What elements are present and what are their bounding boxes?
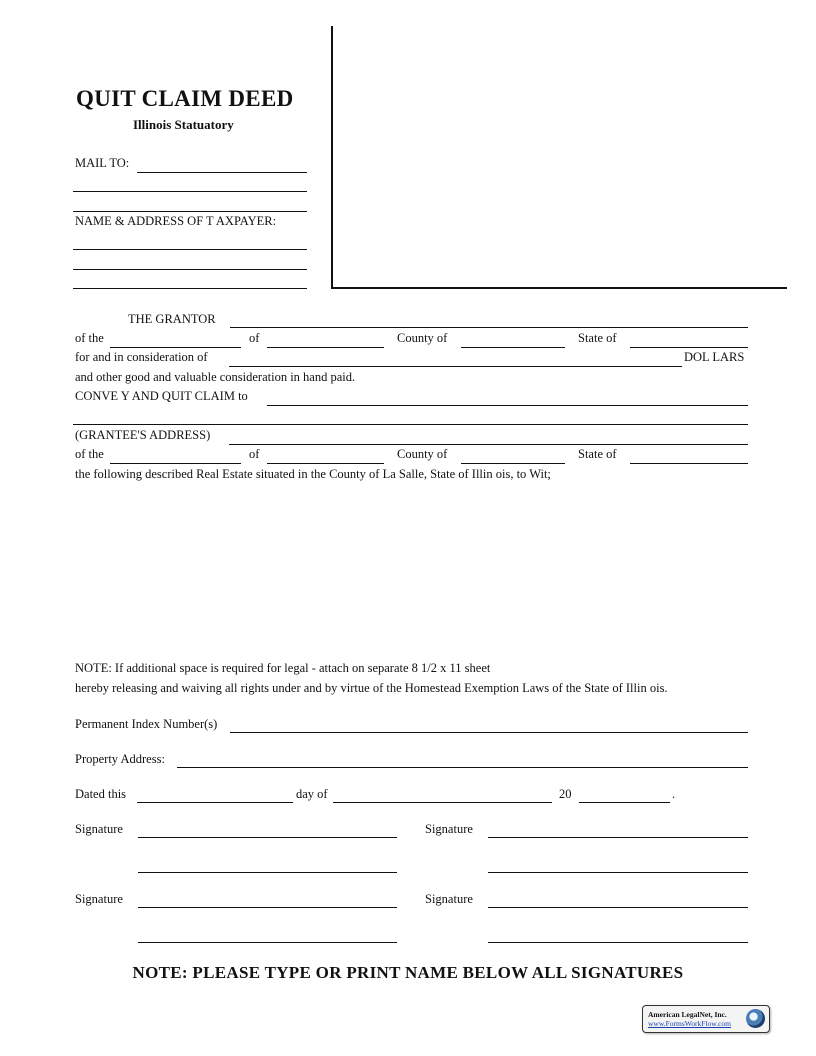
grantee-of-the-label: of the [75,447,104,461]
taxpayer-line-2[interactable] [73,255,307,270]
document-title: QUIT CLAIM DEED [76,86,294,111]
mail-to-line-1[interactable] [137,158,307,173]
signature-field-3[interactable] [138,893,397,908]
grantor-state-label: State of [578,331,617,345]
grantee-address-field[interactable] [229,430,748,445]
grantor-state-field[interactable] [630,333,748,348]
badge-company-name: American LegalNet, Inc. [648,1010,727,1019]
real-estate-text: the following described Real Estate situated in the County of La Salle, State of Illin ois, to Wit; [75,467,551,481]
grantor-of-the-label: of the [75,331,104,345]
recorder-box-vertical-rule [331,26,333,288]
grantor-of-the-field[interactable] [110,333,241,348]
printed-name-field-1[interactable] [138,858,397,873]
grantee-of-label: of [249,447,260,461]
dollars-label: DOL LARS [684,350,745,364]
property-address-field[interactable] [177,753,748,768]
grantee-state-label: State of [578,447,617,461]
signature-field-2[interactable] [488,823,748,838]
consideration-amount-field[interactable] [229,352,682,367]
day-of-label: day of [296,787,328,801]
year-prefix: 20 [559,787,572,801]
taxpayer-label: NAME & ADDRESS OF T AXPAYER: [75,214,277,228]
legal-note: NOTE: If additional space is required for legal - attach on separate 8 1/2 x 11 sheet [75,661,491,675]
grantee-state-field[interactable] [630,449,748,464]
mail-to-label: MAIL TO: [75,156,130,170]
dated-year-field[interactable] [579,788,670,803]
grantee-of-the-field[interactable] [110,449,241,464]
signature-field-4[interactable] [488,893,748,908]
globe-logo-icon [746,1009,765,1028]
signature-label-3: Signature [75,892,123,906]
dated-day-field[interactable] [137,788,293,803]
dated-label: Dated this [75,787,127,801]
printed-name-field-4[interactable] [488,928,748,943]
dated-month-field[interactable] [333,788,552,803]
consideration-label: for and in consideration of [75,350,208,364]
grantor-county-label: County of [397,331,448,345]
pin-label: Permanent Index Number(s) [75,717,218,731]
badge-url-link[interactable]: www.FormsWorkFlow.com [648,1019,732,1028]
taxpayer-line-1[interactable] [73,235,307,250]
signature-label-4: Signature [425,892,473,906]
grantor-county-field[interactable] [461,333,565,348]
grantor-city-field[interactable] [267,333,384,348]
printed-name-field-2[interactable] [488,858,748,873]
mail-to-line-3[interactable] [73,197,307,212]
grantee-address-label: (GRANTEE'S ADDRESS) [75,428,211,442]
property-address-label: Property Address: [75,752,165,766]
grantor-label: THE GRANTOR [128,312,216,326]
grantee-city-field[interactable] [267,449,384,464]
mail-to-line-2[interactable] [73,177,307,192]
grantee-county-label: County of [397,447,448,461]
print-name-note: NOTE: PLEASE TYPE OR PRINT NAME BELOW ALL SIGNATURES [132,963,684,982]
pin-field[interactable] [230,718,748,733]
printed-name-field-3[interactable] [138,928,397,943]
grantor-of-label: of [249,331,260,345]
document-subtitle: Illinois Statuatory [133,117,234,132]
grantee-name-field[interactable] [267,391,748,406]
formsworkflow-badge[interactable] [642,1005,770,1033]
grantor-name-field[interactable] [230,313,748,328]
taxpayer-line-3[interactable] [73,274,307,289]
signature-field-1[interactable] [138,823,397,838]
homestead-text: hereby releasing and waiving all rights under and by virtue of the Homestead Exemption Laws of the State of Illin ois. [75,681,668,695]
grantee-county-field[interactable] [461,449,565,464]
other-consideration-text: and other good and valuable consideration in hand paid. [75,370,356,384]
signature-label-1: Signature [75,822,123,836]
grantee-name-line-2[interactable] [73,410,748,425]
legal-description-area[interactable] [73,488,752,656]
recorder-box-horizontal-rule [331,287,787,289]
dated-period: . [672,787,676,801]
signature-label-2: Signature [425,822,473,836]
convey-label: CONVE Y AND QUIT CLAIM to [75,389,248,403]
